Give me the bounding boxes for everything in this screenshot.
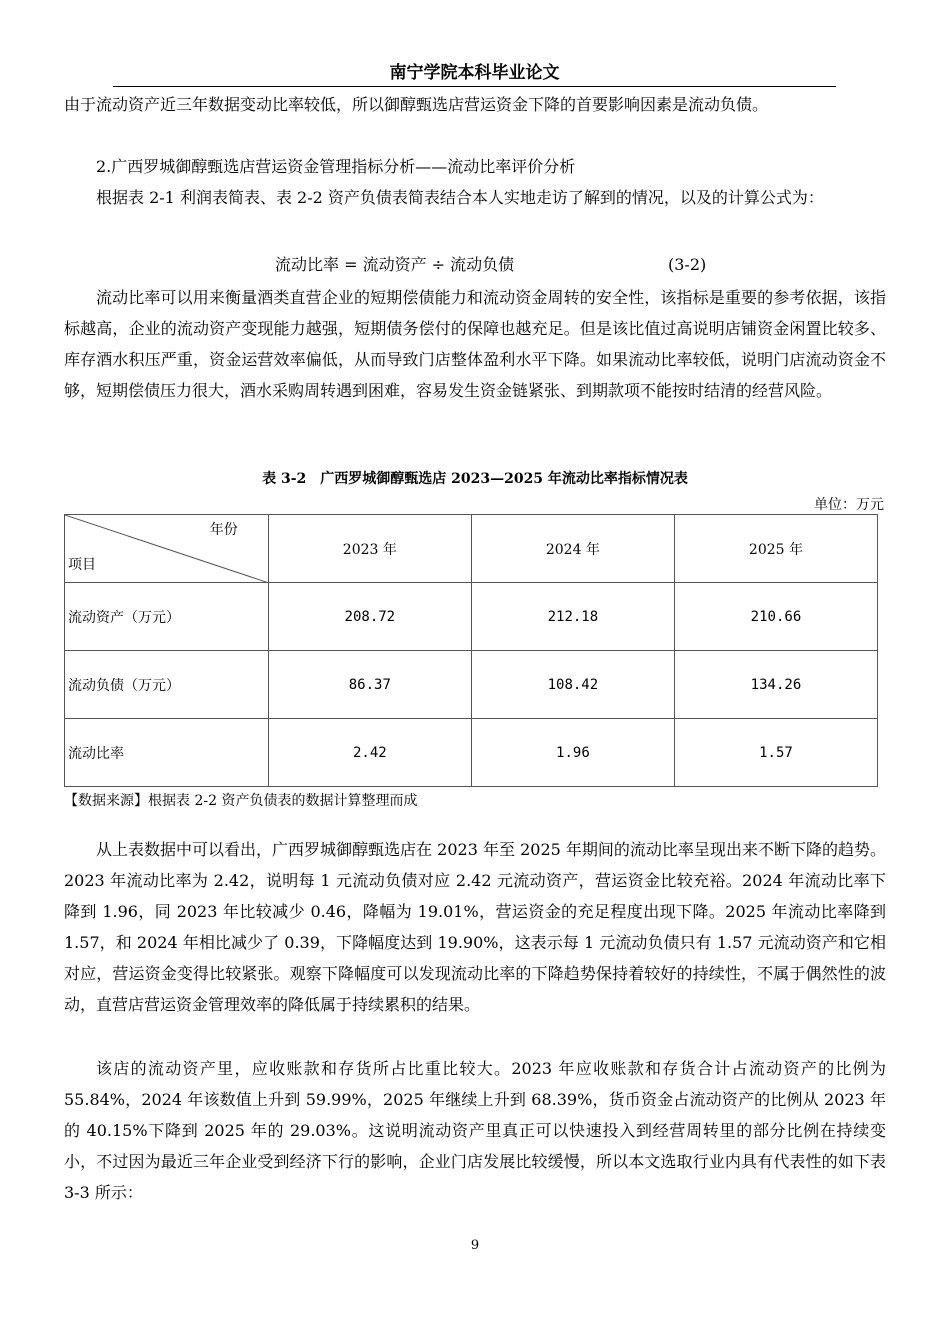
formula-number: (3-2): [668, 255, 707, 274]
table-cell: 208.72: [268, 583, 471, 651]
year-header: 2023 年: [268, 515, 471, 583]
corner-label-year: 年份: [209, 522, 238, 538]
corner-label-item: 项目: [68, 557, 96, 573]
table-caption: 表 3-2 广西罗城御醇甄选店 2023—2025 年流动比率指标情况表: [262, 471, 688, 487]
row-label: 流动负债（万元）: [65, 651, 269, 719]
table-cell: 210.66: [674, 583, 877, 651]
year-header: 2024 年: [471, 515, 674, 583]
ratio-table: [64, 514, 878, 787]
page-header: 南宁学院本科毕业论文: [113, 62, 836, 87]
table-cell: 108.42: [471, 651, 674, 719]
table-header-row: [65, 515, 878, 583]
table-cell: 212.18: [471, 583, 674, 651]
paragraph-5: 从上表数据中可以看出，广西罗城御醇甄选店在 2023 年至 2025 年期间的流动比率呈现出来不断下降的趋势。2023 年流动比率为 2.42，说明每 1 元流动负债对应 2.42 元流动资产，营运资金比较充裕。2024 年流动比率下降到 1.96，同 2023 年比较减少 0.46，降幅为 19.01%，营运资金的充足程度出现下降。2025 年流动比率降到 1.57，和 2024 年相比减少了 0.39，下降幅度达到 19.90%，这表示每 1 元流动负债只有 1.57 元流动资产和它相对应，营运资金变得比较紧张。观察下降幅度可以发现流动比率的下降趋势保持着较好的持续性，不属于偶然性的波动，直营店营运资金管理效率的降低属于持续累积的结果。: [64, 840, 886, 1014]
paragraph-4: 流动比率可以用来衡量酒类直营企业的短期偿债能力和流动资金周转的安全性，该指标是重要的参考依据，该指标越高，企业的流动资产变现能力越强，短期债务偿付的保障也越充足。但是该比值过高说明店铺资金闲置比较多、库存酒水积压严重，资金运营效率偏低，从而导致门店整体盈利水平下降。如果流动比率较低，说明门店流动资金不够，短期偿债压力很大，酒水采购周转遇到困难，容易发生资金链紧张、到期款项不能按时结清的经营风险。: [64, 288, 886, 400]
row-label: 流动资产（万元）: [65, 583, 269, 651]
table-cell: 1.57: [674, 719, 877, 787]
paragraph-1: 由于流动资产近三年数据变动比率较低，所以御醇甄选店营运资金下降的首要影响因素是流动负债。: [64, 95, 769, 114]
table-row: [65, 719, 878, 787]
table-cell: 2.42: [268, 719, 471, 787]
table-source: 【数据来源】根据表 2-2 资产负债表的数据计算整理而成: [64, 793, 418, 809]
table-unit: 单位：万元: [814, 497, 884, 513]
table-cell: 134.26: [674, 651, 877, 719]
table-cell: 1.96: [471, 719, 674, 787]
paragraph-6: 该店的流动资产里，应收账款和存货所占比重比较大。2023 年应收账款和存货合计占流动资产的比例为 55.84%，2024 年该数值上升到 59.99%，2025 年继续上升到 68.39%，货币资金占流动资产的比例从 2023 年的 40.15%下降到 2025 年的 29.03%。这说明流动资产里真正可以快速投入到经营周转里的部分比例在持续变小，不过因为最近三年企业受到经济下行的影响，企业门店发展比较缓慢，所以本文选取行业内具有代表性的如下表 3-3 所示：: [64, 1059, 886, 1202]
paragraph-3: 根据表 2-1 利润表简表、表 2-2 资产负债表简表结合本人实地走访了解到的情况，以及的计算公式为：: [96, 188, 824, 207]
table-cell: 86.37: [268, 651, 471, 719]
year-header: 2025 年: [674, 515, 877, 583]
section-heading: 2.广西罗城御醇甄选店营运资金管理指标分析——流动比率评价分析: [96, 157, 576, 176]
table-row: [65, 583, 878, 651]
table-corner-cell: [65, 515, 269, 583]
table-row: [65, 651, 878, 719]
row-label: 流动比率: [65, 719, 269, 787]
page-number: 9: [470, 1238, 480, 1253]
formula-expression: 流动比率 = 流动资产 ÷ 流动负债: [275, 255, 515, 274]
